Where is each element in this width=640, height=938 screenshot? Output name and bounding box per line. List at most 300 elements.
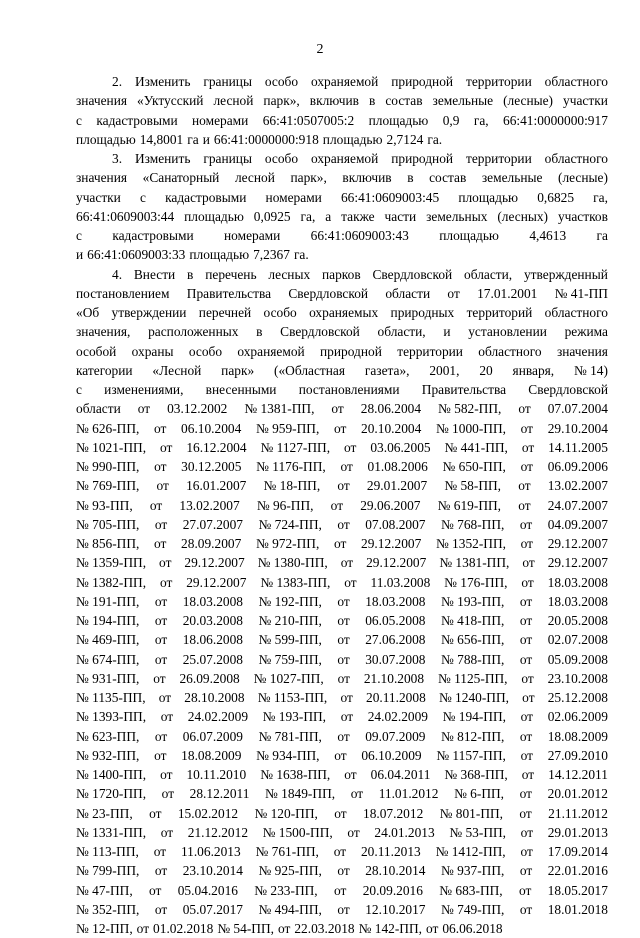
word: 13.02.2007 bbox=[548, 476, 608, 495]
word: 28.09.2007 bbox=[181, 534, 241, 553]
word: № 1500-ПП, bbox=[263, 823, 333, 842]
word: областного bbox=[545, 149, 608, 168]
word: от bbox=[337, 515, 349, 534]
word: га. bbox=[294, 245, 309, 264]
word: № 53-ПП, bbox=[449, 823, 506, 842]
word: номерами bbox=[224, 226, 280, 245]
word: 66:41:0000000:918 bbox=[214, 130, 319, 149]
word: от bbox=[337, 650, 349, 669]
word: 14.11.2005 bbox=[548, 438, 608, 457]
word: № 14) bbox=[574, 361, 608, 380]
word: внесенными bbox=[206, 380, 277, 399]
word: 20.05.2008 bbox=[548, 611, 608, 630]
word: № 1157-ПП, bbox=[436, 746, 506, 765]
text-line bbox=[76, 573, 608, 592]
word: 29.12.2007 bbox=[361, 534, 421, 553]
word: от bbox=[340, 457, 352, 476]
word: 17.09.2014 bbox=[548, 842, 608, 861]
word: от bbox=[521, 419, 533, 438]
document-body bbox=[76, 72, 608, 938]
word: площадью bbox=[184, 207, 244, 226]
text-line bbox=[76, 861, 608, 880]
word: в bbox=[256, 322, 262, 341]
word: № 856-ПП, bbox=[76, 534, 139, 553]
word: от bbox=[426, 919, 438, 938]
word: территории bbox=[466, 149, 532, 168]
text-line bbox=[76, 823, 608, 842]
page-number: 2 bbox=[0, 42, 640, 58]
word: 21.12.2012 bbox=[188, 823, 248, 842]
word: Свердловской bbox=[280, 322, 360, 341]
word: № 1383-ПП, bbox=[260, 573, 330, 592]
word: 20.10.2004 bbox=[361, 419, 421, 438]
word: № 1400-ПП, bbox=[76, 765, 146, 784]
word: 21.10.2008 bbox=[364, 669, 424, 688]
word: земельных bbox=[426, 207, 487, 226]
word: 29.12.2007 bbox=[186, 573, 246, 592]
word: от bbox=[154, 842, 166, 861]
text-line bbox=[76, 245, 608, 264]
word: от bbox=[161, 823, 173, 842]
word: от bbox=[155, 900, 167, 919]
word: (лесные) bbox=[503, 91, 553, 110]
word: от bbox=[520, 842, 532, 861]
word: от bbox=[521, 746, 533, 765]
word: 23.10.2008 bbox=[548, 669, 608, 688]
word: № 1380-ПП, bbox=[258, 553, 328, 572]
word: от bbox=[155, 861, 167, 880]
word: 66:41:0507005:2 bbox=[263, 111, 355, 130]
word: утверждении bbox=[112, 303, 187, 322]
word: № 959-ПП, bbox=[256, 419, 319, 438]
word: № 1127-ПП, bbox=[261, 438, 331, 457]
word: января, bbox=[513, 361, 555, 380]
text-line bbox=[76, 149, 608, 168]
word: постановлением bbox=[76, 284, 169, 303]
word: от bbox=[278, 919, 290, 938]
word: 66:41:0609003:33 bbox=[87, 245, 185, 264]
word: га, bbox=[474, 111, 489, 130]
text-line bbox=[76, 168, 608, 187]
word: от bbox=[137, 919, 149, 938]
word: 09.07.2009 bbox=[365, 727, 425, 746]
word: от bbox=[519, 804, 531, 823]
word: с bbox=[140, 188, 146, 207]
word: в bbox=[187, 265, 193, 284]
word: 29.01.2013 bbox=[548, 823, 608, 842]
word: парк», bbox=[290, 168, 326, 187]
word: от bbox=[154, 746, 166, 765]
word: от bbox=[521, 534, 533, 553]
word: 16.12.2004 bbox=[186, 438, 246, 457]
word: от bbox=[138, 399, 150, 418]
word: № 176-ПП, bbox=[444, 573, 507, 592]
word: областного bbox=[545, 72, 608, 91]
word: № 972-ПП, bbox=[256, 534, 319, 553]
word: площадью bbox=[189, 245, 249, 264]
text-line bbox=[76, 707, 608, 726]
word: от bbox=[153, 669, 165, 688]
word: от bbox=[520, 515, 532, 534]
word: № 674-ПП, bbox=[76, 650, 139, 669]
word: 20 bbox=[479, 361, 492, 380]
word: 01.08.2006 bbox=[368, 457, 428, 476]
word: значения bbox=[557, 342, 608, 361]
word: № 192-ПП, bbox=[259, 592, 322, 611]
word: от bbox=[159, 553, 171, 572]
word: № 650-ПП, bbox=[443, 457, 506, 476]
word: 30.07.2008 bbox=[365, 650, 425, 669]
text-line bbox=[76, 457, 608, 476]
word: 06.06.2018 bbox=[442, 919, 502, 938]
word: газета», bbox=[365, 361, 410, 380]
word: Свердловской bbox=[288, 284, 368, 303]
word: от bbox=[159, 688, 171, 707]
word: 27.07.2007 bbox=[183, 515, 243, 534]
word: 28.12.2011 bbox=[190, 784, 250, 803]
word: 0,6825 bbox=[537, 188, 574, 207]
word: «Санаторный bbox=[143, 168, 220, 187]
word: 66:41:0609003:45 bbox=[341, 188, 439, 207]
word: № 418-ПП, bbox=[441, 611, 504, 630]
word: от bbox=[522, 688, 534, 707]
word: 27.06.2008 bbox=[365, 630, 425, 649]
word: № 1176-ПП, bbox=[256, 457, 326, 476]
word: Правительства bbox=[187, 284, 271, 303]
word: № 1153-ПП, bbox=[258, 688, 328, 707]
word: территории bbox=[397, 342, 463, 361]
word: 23.10.2014 bbox=[183, 861, 243, 880]
word: га, bbox=[593, 188, 608, 207]
word: № 142-ПП, bbox=[359, 919, 422, 938]
word: № 41-ПП bbox=[555, 284, 608, 303]
word: «Лесной bbox=[152, 361, 201, 380]
word: № 193-ПП, bbox=[441, 592, 504, 611]
word: 15.02.2012 bbox=[178, 804, 238, 823]
word: от bbox=[340, 688, 352, 707]
word: № 54-ПП, bbox=[217, 919, 274, 938]
text-line bbox=[76, 669, 608, 688]
word: с bbox=[76, 380, 82, 399]
word: от bbox=[337, 592, 349, 611]
word: га, bbox=[301, 207, 316, 226]
word: от bbox=[520, 630, 532, 649]
word: 24.02.2009 bbox=[188, 707, 248, 726]
word: от bbox=[161, 707, 173, 726]
word: участки bbox=[76, 188, 121, 207]
word: 18.06.2008 bbox=[183, 630, 243, 649]
word: № 93-ПП, bbox=[76, 496, 133, 515]
word: области bbox=[385, 284, 430, 303]
text-line bbox=[76, 611, 608, 630]
word: охраняемой bbox=[237, 342, 304, 361]
word: от bbox=[160, 438, 172, 457]
word: категории bbox=[76, 361, 133, 380]
word: № 1359-ПП, bbox=[76, 553, 146, 572]
word: от bbox=[337, 476, 349, 495]
word: 11.03.2008 bbox=[371, 573, 431, 592]
word: 28.10.2014 bbox=[365, 861, 425, 880]
word: от bbox=[154, 419, 166, 438]
word: от bbox=[155, 727, 167, 746]
word: № 1382-ПП, bbox=[76, 573, 146, 592]
word: 28.10.2008 bbox=[184, 688, 244, 707]
text-line bbox=[76, 438, 608, 457]
text-line bbox=[76, 804, 608, 823]
word: от bbox=[334, 534, 346, 553]
word: 03.12.2002 bbox=[167, 399, 227, 418]
word: установлении bbox=[468, 322, 547, 341]
word: значения bbox=[76, 91, 127, 110]
word: от bbox=[162, 784, 174, 803]
word: особо bbox=[264, 303, 297, 322]
word: от bbox=[521, 573, 533, 592]
text-line bbox=[76, 342, 608, 361]
word: 02.06.2009 bbox=[548, 707, 608, 726]
word: № 210-ПП, bbox=[259, 611, 322, 630]
text-line bbox=[76, 592, 608, 611]
word: 30.12.2005 bbox=[181, 457, 241, 476]
word: территорий bbox=[467, 303, 533, 322]
word: 29.10.2004 bbox=[548, 419, 608, 438]
text-line bbox=[76, 380, 608, 399]
word: № 193-ПП, bbox=[263, 707, 326, 726]
word: 18.08.2009 bbox=[181, 746, 241, 765]
word: № 788-ПП, bbox=[441, 650, 504, 669]
word: № 759-ПП, bbox=[259, 650, 322, 669]
word: 16.01.2007 bbox=[186, 476, 246, 495]
word: особо bbox=[265, 72, 298, 91]
word: 7,2367 bbox=[253, 245, 290, 264]
text-line bbox=[76, 226, 608, 245]
word: «Уктусский bbox=[137, 91, 203, 110]
word: от bbox=[518, 476, 530, 495]
word: 05.07.2017 bbox=[183, 900, 243, 919]
word: № 934-ПП, bbox=[256, 746, 319, 765]
word: кадастровыми bbox=[96, 111, 177, 130]
word: «Об bbox=[76, 303, 99, 322]
word: от bbox=[521, 669, 533, 688]
word: 28.06.2004 bbox=[361, 399, 421, 418]
word: охраняемой bbox=[311, 72, 378, 91]
word: № 18-ПП, bbox=[264, 476, 321, 495]
word: № 931-ПП, bbox=[76, 669, 139, 688]
word: парк» bbox=[221, 361, 254, 380]
word: № 724-ПП, bbox=[259, 515, 322, 534]
word: 29.12.2007 bbox=[548, 534, 608, 553]
word: № 1135-ПП, bbox=[76, 688, 146, 707]
text-line bbox=[76, 534, 608, 553]
text-line bbox=[76, 919, 608, 938]
word: лесной bbox=[235, 168, 275, 187]
text-line bbox=[76, 765, 608, 784]
word: от bbox=[522, 438, 534, 457]
text-line bbox=[76, 111, 608, 130]
word: № 469-ПП, bbox=[76, 630, 139, 649]
word: № 1720-ПП, bbox=[76, 784, 146, 803]
word: (лесные) bbox=[558, 168, 608, 187]
text-line bbox=[76, 650, 608, 669]
word: от bbox=[521, 707, 533, 726]
word: от bbox=[338, 669, 350, 688]
word: от bbox=[334, 842, 346, 861]
word: утвержденный bbox=[524, 265, 608, 284]
word: от bbox=[522, 553, 534, 572]
word: площадью bbox=[76, 130, 136, 149]
text-line bbox=[76, 207, 608, 226]
word: природной bbox=[320, 342, 382, 361]
word: охраняемых bbox=[309, 303, 378, 322]
word: лесной bbox=[213, 91, 253, 110]
word: 3. bbox=[112, 149, 122, 168]
word: № 925-ПП, bbox=[259, 861, 322, 880]
word: № 6-ПП, bbox=[454, 784, 504, 803]
word: 18.05.2017 bbox=[548, 881, 608, 900]
word: № 96-ПП, bbox=[257, 496, 314, 515]
text-line bbox=[76, 72, 608, 91]
word: № 656-ПП, bbox=[441, 630, 504, 649]
word: от bbox=[344, 765, 356, 784]
word: 21.11.2012 bbox=[548, 804, 608, 823]
word: в bbox=[369, 91, 375, 110]
word: № 1412-ПП, bbox=[436, 842, 506, 861]
word: 29.01.2007 bbox=[367, 476, 427, 495]
word: перечней bbox=[199, 303, 251, 322]
word: от bbox=[520, 592, 532, 611]
word: от bbox=[331, 496, 343, 515]
word: 13.02.2007 bbox=[179, 496, 239, 515]
word: 04.09.2007 bbox=[548, 515, 608, 534]
word: от bbox=[149, 804, 161, 823]
word: от bbox=[521, 823, 533, 842]
word: кадастровыми bbox=[112, 226, 193, 245]
word: 22.03.2018 bbox=[294, 919, 354, 938]
word: от bbox=[160, 765, 172, 784]
word: от bbox=[520, 611, 532, 630]
word: («Областная bbox=[274, 361, 345, 380]
word: а bbox=[325, 207, 331, 226]
word: га bbox=[187, 130, 198, 149]
text-line bbox=[76, 399, 608, 418]
text-line bbox=[76, 476, 608, 495]
word: 20.11.2008 bbox=[366, 688, 426, 707]
word: 18.01.2018 bbox=[548, 900, 608, 919]
word: от bbox=[347, 823, 359, 842]
word: особо bbox=[265, 149, 298, 168]
word: перечень bbox=[205, 265, 256, 284]
word: 20.09.2016 bbox=[363, 881, 423, 900]
word: состав bbox=[429, 168, 466, 187]
word: № 932-ПП, bbox=[76, 746, 139, 765]
word: площадью bbox=[439, 226, 499, 245]
word: от bbox=[521, 457, 533, 476]
word: границы bbox=[203, 149, 252, 168]
word: особой bbox=[76, 342, 116, 361]
word: парк», bbox=[263, 91, 299, 110]
word: № 12-ПП, bbox=[76, 919, 133, 938]
word: № 769-ПП, bbox=[76, 476, 139, 495]
word: 20.01.2012 bbox=[548, 784, 608, 803]
word: части bbox=[385, 207, 417, 226]
word: значения bbox=[76, 168, 127, 187]
word: охраны bbox=[132, 342, 174, 361]
word: 18.07.2012 bbox=[363, 804, 423, 823]
word: охраняемой bbox=[311, 149, 378, 168]
word: 17.01.2001 bbox=[477, 284, 537, 303]
word: Свердловской bbox=[372, 265, 452, 284]
word: от bbox=[337, 630, 349, 649]
word: Изменить bbox=[135, 72, 190, 91]
word: № 705-ПП, bbox=[76, 515, 139, 534]
word: от bbox=[150, 496, 162, 515]
text-line bbox=[76, 881, 608, 900]
word: от bbox=[519, 881, 531, 900]
word: № 1638-ПП, bbox=[260, 765, 330, 784]
word: № 799-ПП, bbox=[76, 861, 139, 880]
word: 20.11.2013 bbox=[361, 842, 421, 861]
word: 22.01.2016 bbox=[548, 861, 608, 880]
word: Внести bbox=[134, 265, 175, 284]
word: 29.12.2007 bbox=[184, 553, 244, 572]
word: 4,4613 bbox=[529, 226, 566, 245]
word: от bbox=[334, 804, 346, 823]
word: включив bbox=[310, 91, 359, 110]
text-line bbox=[76, 784, 608, 803]
word: 07.07.2004 bbox=[548, 399, 608, 418]
word: № 1240-ПП, bbox=[439, 688, 509, 707]
word: 24.02.2009 bbox=[368, 707, 428, 726]
word: 11.06.2013 bbox=[181, 842, 241, 861]
word: 05.09.2008 bbox=[548, 650, 608, 669]
text-line bbox=[76, 188, 608, 207]
word: границы bbox=[203, 72, 252, 91]
word: значения, bbox=[76, 322, 130, 341]
word: № 623-ПП, bbox=[76, 727, 139, 746]
word: от bbox=[522, 765, 534, 784]
word: № 191-ПП, bbox=[76, 592, 139, 611]
word: от bbox=[155, 650, 167, 669]
text-line bbox=[76, 265, 608, 284]
word: от bbox=[155, 592, 167, 611]
word: № 368-ПП, bbox=[444, 765, 507, 784]
word: № 937-ПП, bbox=[441, 861, 504, 880]
word: 66:41:0609003:44 bbox=[76, 207, 174, 226]
text-line bbox=[76, 361, 608, 380]
word: 0,0925 bbox=[254, 207, 291, 226]
word: № 619-ПП, bbox=[438, 496, 501, 515]
word: 14.12.2011 bbox=[548, 765, 608, 784]
word: га. bbox=[427, 130, 442, 149]
word: от bbox=[160, 573, 172, 592]
word: 06.10.2004 bbox=[181, 419, 241, 438]
word: № 582-ПП, bbox=[438, 399, 501, 418]
word: от bbox=[155, 611, 167, 630]
word: от bbox=[351, 784, 363, 803]
word: 4. bbox=[112, 265, 122, 284]
word: областного bbox=[478, 342, 541, 361]
text-line bbox=[76, 688, 608, 707]
text-line bbox=[76, 496, 608, 515]
word: от bbox=[520, 784, 532, 803]
word: 18.08.2009 bbox=[548, 727, 608, 746]
paragraph-3 bbox=[76, 149, 608, 265]
word: № 194-ПП, bbox=[443, 707, 506, 726]
word: участков bbox=[558, 207, 608, 226]
word: № 352-ПП, bbox=[76, 900, 139, 919]
word: от bbox=[155, 515, 167, 534]
word: 2001, bbox=[429, 361, 459, 380]
word: Свердловской bbox=[528, 380, 608, 399]
